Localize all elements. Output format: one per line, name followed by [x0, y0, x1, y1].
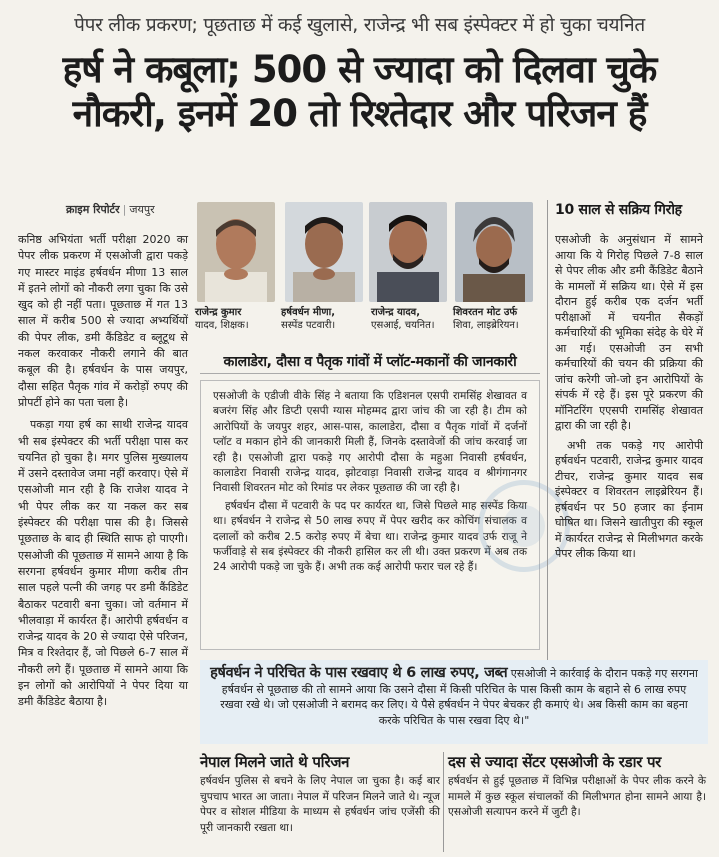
- property-box: [200, 380, 540, 650]
- box-title: कालाडेरा, दौसा व पैतृक गांवों में प्लॉट-मकानों की जानकारी: [200, 350, 540, 374]
- byline: क्राइम रिपोर्टर | जयपुर: [66, 203, 155, 216]
- accused-photo-2: [285, 202, 363, 302]
- column-divider: [547, 200, 548, 660]
- box-paragraph: हर्षवर्धन दौसा में पटवारी के पद पर कार्यरत था, जिसे पिछले माह सस्पेंड किया था। हर्षवर्धन ने राजेन्द्र से 50 लाख रुपए में पेपर खरीद कर कोचिंग संचालक व दलालों को करीब 2.5 करोड़ रुपए में बेचा था। राजेन्द्र कुमार यादव उर्फ राजू ने फर्जीवाड़े से सब इंस्पेक्टर की नौकरी हासिल कर ली थी। उक्त प्रकरण में अब तक 24 आरोपी पकड़े जा चुके हैं। अभी तक कई आरोपी फरार चल रहे हैं।: [213, 499, 527, 574]
- accused-photo-1: [197, 202, 275, 302]
- right-column-title: 10 साल से सक्रिय गिरोह: [555, 202, 682, 218]
- bottom-right-title: दस से ज्यादा सेंटर एसओजी के रडार पर: [448, 753, 662, 771]
- accused-name-4: शिवरतन मोट उर्फ: [453, 307, 518, 318]
- accused-caption-2: [281, 306, 335, 332]
- bottom-right-text: हर्षवर्धन से हुई पूछताछ में विभिन्न परीक्षाओं के पेपर लीक करने के मामले में कुछ स्कूल संचालकों की मिलीभगत होना सामने आया है। एसओजी सत्यापन करने में जुटी है।: [448, 775, 706, 819]
- accused-photo-3: [369, 202, 447, 302]
- accused-role-2: सस्पेंड पटवारी।: [281, 320, 336, 331]
- accused-role-3: एसआई, चयनित।: [371, 320, 435, 331]
- kicker: पेपर लीक प्रकरण; पूछताछ में कई खुलासे, राजेन्द्र भी सब इंस्पेक्टर में हो चुका चयनित: [74, 14, 645, 36]
- headline-line-1: हर्ष ने कबूला; 500 से ज्यादा को दिलवा चुके: [62, 48, 657, 91]
- quote-head: हर्षवर्धन ने परिचित के पास रखवाए थे 6 लाख रुपए, जब्त: [210, 665, 508, 681]
- box-paragraph: एसओजी के एडीजी वीके सिंह ने बताया कि एडिशनल एसपी रामसिंह शेखावत व बजरंग सिंह और डिप्टी एसपी ग्यास मोहम्मद द्वारा जांच की जा रही है। टीम को आरोपियों के जयपुर शहर, आस-पास, कालाडेरा, दौसा व पैतृक गांवों में दर्जनों प्लॉट व मकान होने की जानकारी मिली हैं, जिनके दस्तावेजों की जांच करवाई जा रही है। एसओजी द्वारा पकड़े गए आरोपी दौसा के महुआ निवासी हर्षवर्धन, कालाडेरा निवासी राजेन्द्र यादव, झोटवाड़ा निवासी राजेन्द्र यादव व श्रीगंगानगर निवासी शिवरतन मोट को रिमांड पर लेकर पूछताछ की जा रही है।: [213, 390, 527, 495]
- accused-role-4: शिवा, लाइब्रेरियन।: [453, 320, 519, 331]
- right-column: [555, 232, 703, 566]
- accused-caption-3: [371, 306, 435, 332]
- bottom-left-text: हर्षवर्धन पुलिस से बचने के लिए नेपाल जा चुका है। कई बार चुपचाप भारत आ जाता। नेपाल में परिजन मिलने जाते थे। न्यूज पेपर व सोशल मीडिया के माध्यम से हर्षवर्धन जांच एजेंसी की पूरी जानकारी रखता था।: [200, 775, 440, 834]
- right-paragraph: एसओजी के अनुसंधान में सामने आया कि ये गिरोह पिछले 7-8 साल से पेपर लीक और डमी कैंडिडेट बैठाने के मामलों में सक्रिय था। ऐसे में इस दौरान हुई करीब एक दर्जन भर्ती परीक्षाओं में चयनीत सैकड़ों कर्मचारियों की भूमिका संदेह के घेरे में आ गई। एसओजी उन सभी कर्मचारियों की चयन की प्रक्रिया की जांच करेगी जो-जो इन आरोपियों के संपर्क में रहे हैं। इस पूरे प्रकरण की मॉनिटरिंग एएसपी रामसिंह शेखावत द्वारा की जा रही है।: [555, 233, 703, 432]
- left-column: [18, 232, 188, 717]
- left-paragraph: पकड़ा गया हर्ष का साथी राजेन्द्र यादव भी सब इंस्पेक्टर की भर्ती परीक्षा पास कर चयनित हो चुका है। मगर पुलिस मुख्यालय में उसने दस्तावेज जमा नहीं करवाए। ऐसे में एसओजी मान रही है कि राजेश यादव ने भी पेपर लीक कर या नकल कर सब इंस्पेक्टर की परीक्षा पास की है। जिससे पूछताछ के बाद ही स्थिति साफ हो पाएगी। एसओजी की पूछताछ में सामने आया है कि सरगना हर्षवर्धन कुमार मीणा करीब तीन साल पहले पत्नी की जगह पर डमी कैंडिडेट बैठाकर पटवारी बना चुका। जो वर्तमान में भीलवाड़ा में कार्यरत हैं। आरोपी हर्षवर्धन व राजेन्द्र यादव के 20 से ज्यादा ऐसे परिजन, मित्र व रिश्तेदार हैं, जो पिछले 6-7 साल में नौकरी लगे हैं। पूछताछ में सामने आया कि इन लोगों को आरोपियों ने पेपर दिया या डमी कैंडिडेट बैठाया है।: [18, 418, 188, 709]
- accused-photo-4: [455, 202, 533, 302]
- right-paragraph: अभी तक पकड़े गए आरोपी हर्षवर्धन पटवारी, राजेन्द्र कुमार यादव टीचर, राजेन्द्र कुमार यादव सब इंस्पेक्टर व शिवरतन लाइब्रेरियन हैं। हर्षवर्धन पर 50 हजार का ईनाम घोषित था। जिसने खातीपुरा की स्कूल में कार्यरत राजेन्द्र से मिलीभगत करके पेपर लीक किया था।: [555, 438, 703, 560]
- accused-name-1: राजेन्द्र कुमार: [195, 307, 242, 318]
- left-paragraph: कनिष्ठ अभियंता भर्ती परीक्षा 2020 का पेपर लीक प्रकरण में एसओजी द्वारा पकड़े गए मास्टर माइंड हर्षवर्धन मीणा 13 साल में इतने लोगों को नौकरी लगा चुका कि उसे खुद को ही नहीं पता। पूछताछ में गत 13 साल में करीब 500 से ज्यादा अभ्यर्थियों की पेपर लीक, डमी कैंडिडेट व ब्लूटूथ से नकल करवाकर नौकरी लगाने की बात कबूल की है। हर्षवर्धन के पास जयपुर, दौसा सहित पैतृक गांव में करोड़ों रुपए की प्रोपर्टी होने का पता चला है।: [18, 233, 188, 409]
- byline-city: जयपुर: [129, 203, 155, 216]
- bottom-left-title: नेपाल मिलने जाते थे परिजन: [200, 753, 350, 771]
- accused-photos: [195, 202, 540, 340]
- byline-author: क्राइम रिपोर्टर: [66, 203, 120, 216]
- accused-caption-1: [195, 306, 249, 332]
- headline-line-2: नौकरी, इनमें 20 तो रिश्तेदार और परिजन हैं: [72, 92, 647, 135]
- accused-role-1: यादव, शिक्षक।: [195, 320, 249, 331]
- accused-name-3: राजेन्द्र यादव,: [371, 307, 421, 318]
- accused-name-2: हर्षवर्धन मीणा,: [281, 307, 336, 318]
- quote-text: एसओजी ने कार्रवाई के दौरान पकड़े गए सरगना हर्षवर्धन से पूछताछ की तो सामने आया कि उसने दौसा में किसी परिचित के पास किसी काम के बहाने से 6 लाख रुपए रखवा रखे थे। जो एसओजी ने बरामद कर लिए। ये पैसे हर्षवर्धन ने पेपर बेचकर ही कमाएं थे। अब किसी काम का बहना करके परिचित के पास रखवा दिए थे।": [220, 667, 698, 727]
- bottom-divider: [443, 752, 444, 852]
- quote-band: [200, 660, 708, 744]
- accused-caption-4: [453, 306, 519, 332]
